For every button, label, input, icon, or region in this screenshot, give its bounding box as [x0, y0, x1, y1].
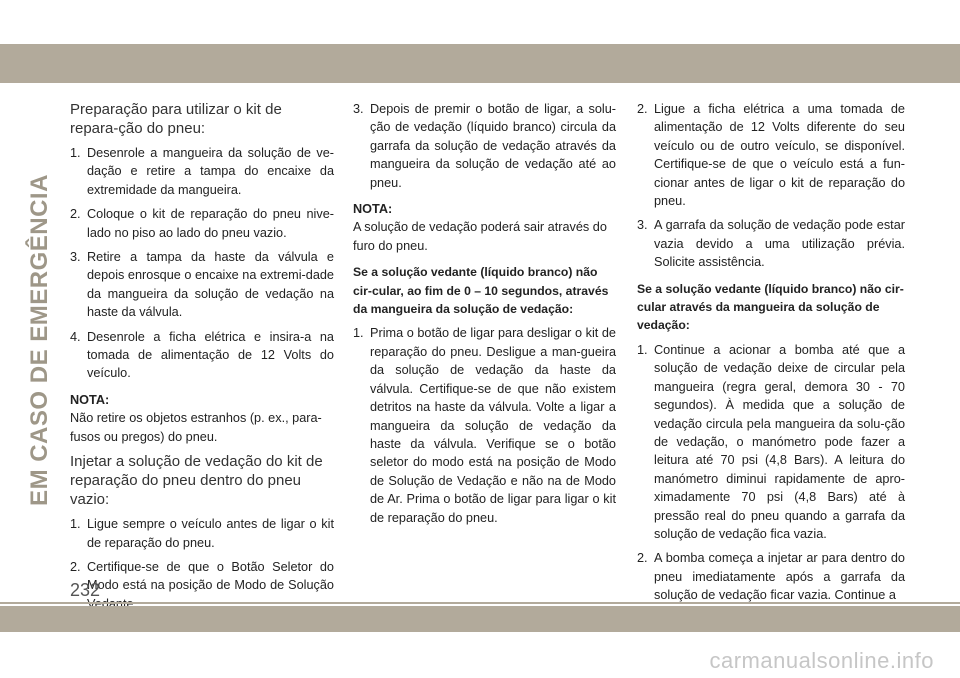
heading-inject-sealant: Injetar a solução de vedação do kit de reparação do pneu dentro do pneu vazio: [70, 453, 323, 509]
list-item-number: 3. [353, 102, 364, 116]
list-item-text: Desenrole a ficha elétrica e insira-a na tomada de alimentação de 12 Volts do veículo. [87, 329, 334, 381]
list-item-text: Retire a tampa da haste da válvula e depois enrosque o encaixe na extremi-dade da mangueira da solução de vedação na haste da válvula. [87, 250, 334, 320]
list-item [353, 324, 616, 526]
list-item-number: 2. [70, 559, 81, 574]
page-number: 232 [70, 580, 101, 600]
list-item-text: Continue a acionar a bomba até que a solução de vedação deixe de circular pela mangueira (regra geral, demora 30 - 70 segundos). À medida que a solução de vedação circula pela mangueira da solu-ção de vedação, o manómetro pode fazer a leitura até 70 psi (4,8 Bars). A leitura do manómetro diminui rapidamente de apro-ximadamente 70 psi (4,8 Bars) até à pressão real do pneu quando a garrafa da solução de vedação fica vazia. [654, 342, 905, 541]
list-item-number: 2. [70, 207, 81, 222]
note-text: A solução de vedação poderá sair através do furo do pneu. [353, 220, 607, 253]
heading-prepare-kit: Preparação para utilizar o kit de repara-ção do pneu: [70, 101, 282, 137]
column-2 [353, 100, 616, 533]
list-item-number: 2. [637, 102, 648, 116]
list-item-text: Coloque o kit de reparação do pneu nive-lado no piso ao lado do pneu vazio. [87, 207, 334, 240]
header-bar [0, 44, 960, 83]
footer-bar [0, 606, 960, 632]
column-1 [70, 100, 334, 619]
list-item-number: 3. [70, 250, 81, 265]
list-item-text: A bomba começa a injetar ar para dentro do pneu imediatamente após a garrafa da solução de vedação ficar vazia. Continue a [654, 551, 905, 603]
list-item-text: Ligue sempre o veículo antes de ligar o kit de reparação do pneu. [87, 517, 334, 550]
note-text: Não retire os objetos estranhos (p. ex., para-fusos ou pregos) do pneu. [70, 411, 322, 444]
list-item [70, 248, 334, 322]
list-item-text: A garrafa da solução de vedação pode estar vazia devido a uma utilização prévia. Solicite assistência. [654, 218, 905, 270]
section-side-label [26, 100, 54, 580]
footer-rule [0, 602, 960, 604]
list-item-text: Depois de premir o botão de ligar, a solu-ção de vedação (líquido branco) circula da garrafa da solução de vedação através da mangueira da solução de vedação até ao pneu. [370, 102, 616, 190]
note-label: NOTA: [70, 392, 110, 407]
list-item-number: 3. [637, 218, 648, 233]
list-item [637, 100, 905, 210]
list-item-number: 4. [70, 329, 81, 344]
list-item [70, 328, 334, 383]
list-item [70, 558, 334, 613]
list-item-text: Prima o botão de ligar para desligar o kit de reparação do pneu. Desligue a man-gueira da solução de vedação da haste da válvula. Certifique-se de que não existem detritos na haste da válvula. Volte a ligar a mangueira da solução de vedação da haste da válvula. Verifique se o botão seletor do modo está na posição de Modo de Solução de Vedação e não na de Modo de Ar. Prima o botão de ligar para ligar o kit de reparação do pneu. [370, 326, 616, 525]
note-label: NOTA: [353, 202, 393, 217]
list-item [637, 549, 905, 604]
list-item-text: Ligue a ficha elétrica a uma tomada de alimentação de 12 Volts diferente do seu veículo ou de outro veículo, se disponível. Certifique-se de que o veículo está a fun-cionar antes de ligar o kit de reparação do pneu. [654, 102, 905, 209]
list-item-number: 1. [353, 326, 364, 341]
list-item [70, 144, 334, 199]
list-item [70, 515, 334, 552]
list-item-number: 1. [70, 517, 81, 532]
subheading-flow: Se a solução vedante (líquido branco) não cir-cular através da mangueira da solução de vedação: [637, 281, 904, 333]
list-item-text: Certifique-se de que o Botão Seletor do Modo está na posição de Modo de Solução [87, 559, 334, 593]
section-side-label-text: EM CASO DE EMERGÊNCIA [26, 174, 53, 506]
watermark: carmanualsonline.info [709, 648, 934, 673]
list-item [353, 100, 616, 192]
top-margin [0, 0, 960, 44]
list-item-text: Desenrole a mangueira da solução de ve-dação e retire a tampa do encaixe da extremidade da mangueira. [87, 146, 334, 197]
list-item [637, 341, 905, 543]
list-item-number: 2. [637, 551, 648, 566]
list-item-number: 1. [637, 342, 648, 357]
list-item-number: 1. [70, 146, 81, 160]
subheading-no-flow: Se a solução vedante (líquido branco) não cir-cular, ao fim de 0 – 10 segundos, através da mangueira da solução de vedação: [353, 265, 609, 317]
list-item [637, 216, 905, 271]
column-3 [637, 100, 905, 611]
list-item [70, 205, 334, 242]
